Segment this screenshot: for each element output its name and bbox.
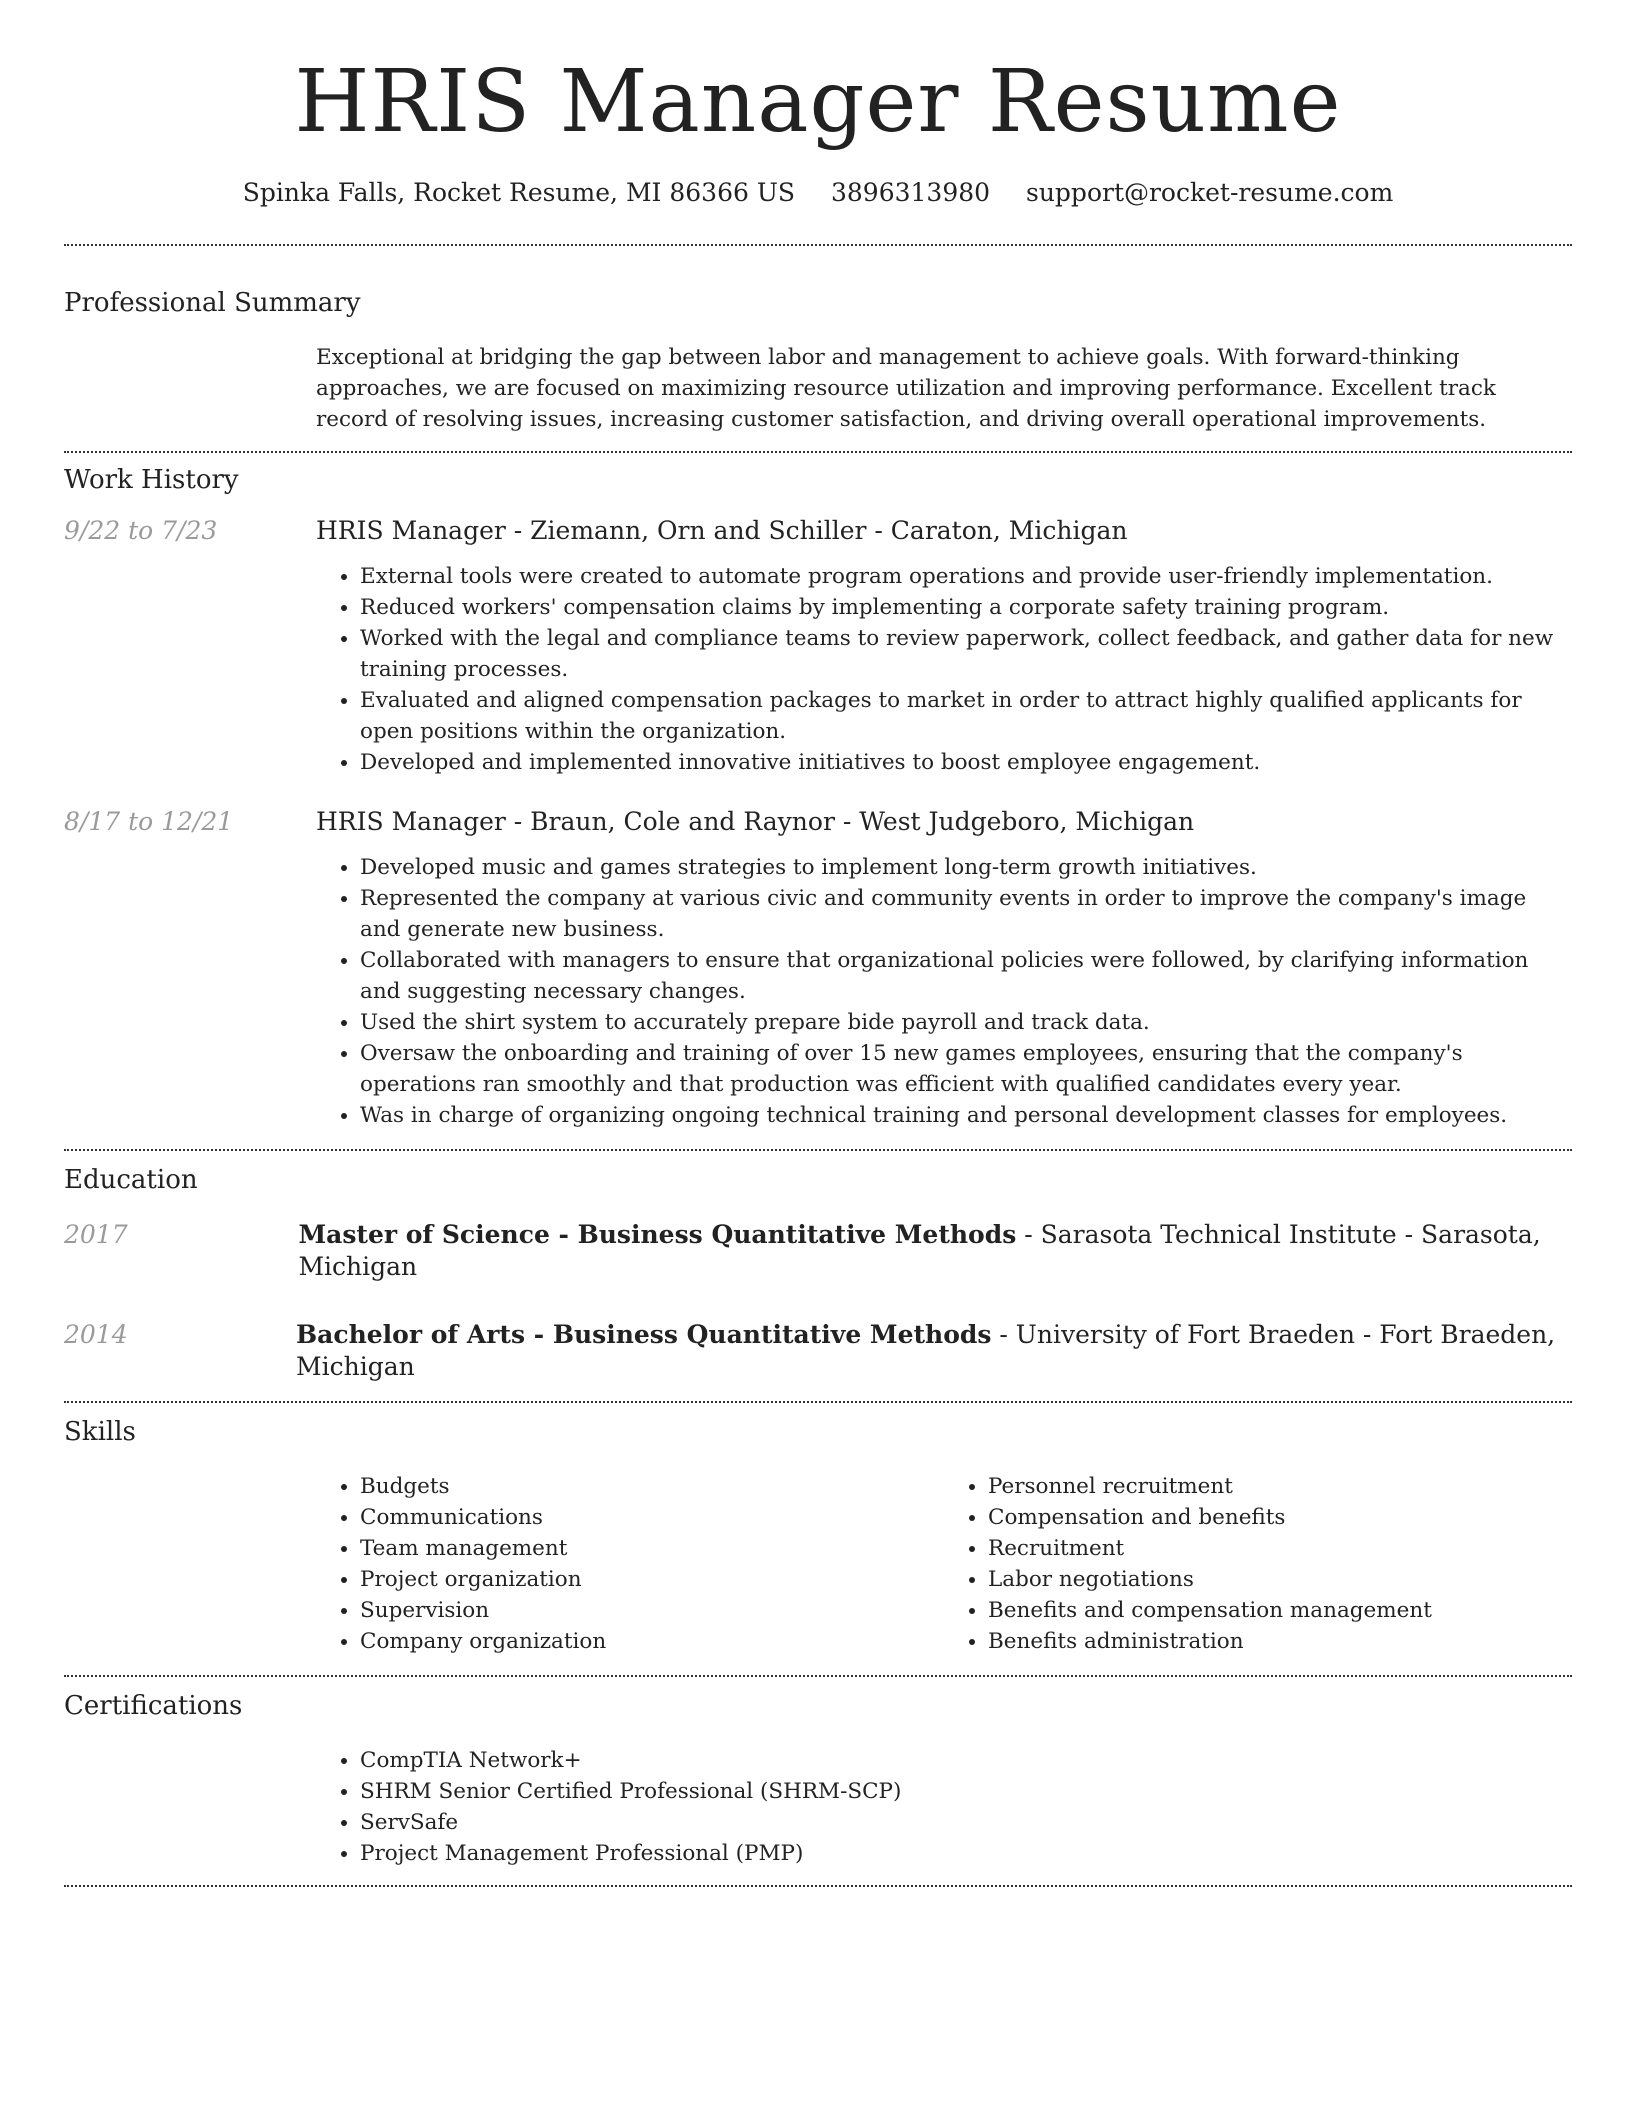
- certifications-block: [316, 1745, 1572, 1869]
- education-degree: Bachelor of Arts - Business Quantitative Methods: [296, 1320, 992, 1349]
- section-title-education: Education: [64, 1165, 198, 1195]
- list-item: • Reduced workers' compensation claims by implementing a corporate safety training program.: [360, 592, 1572, 623]
- education-title: [298, 1219, 1572, 1283]
- section-title-skills: Skills: [64, 1417, 136, 1447]
- list-item: • External tools were created to automate program operations and provide user-friendly implementation.: [360, 561, 1572, 592]
- divider: [64, 1675, 1572, 1677]
- education-degree: Master of Science - Business Quantitative Methods: [298, 1220, 1017, 1249]
- skill-item: • Communications: [360, 1502, 944, 1533]
- education-title: [296, 1319, 1572, 1383]
- divider: [64, 1401, 1572, 1403]
- list-item: • Used the shirt system to accurately prepare bide payroll and track data.: [360, 1007, 1572, 1038]
- list-item: • Represented the company at various civic and community events in order to improve the company's image and generate new business.: [360, 883, 1572, 945]
- list-item: • Evaluated and aligned compensation packages to market in order to attract highly qualified applicants for open positions within the organization.: [360, 685, 1572, 747]
- divider: [64, 244, 1572, 246]
- skill-item: • Budgets: [360, 1471, 944, 1502]
- skill-item: • Recruitment: [988, 1533, 1572, 1564]
- skill-item: • Company organization: [360, 1626, 944, 1657]
- skill-item: • Project organization: [360, 1564, 944, 1595]
- list-item: • Oversaw the onboarding and training of over 15 new games employees, ensuring that the company's operations ran smoothly and that production was efficient with qualified candidates every year.: [360, 1038, 1572, 1100]
- skill-item: • Benefits and compensation management: [988, 1595, 1572, 1626]
- resume-page: [64, 0, 1572, 1887]
- page-title: HRIS Manager Resume: [294, 52, 1342, 152]
- education-school: - University of Fort Braeden - Fort Braeden, Michigan: [296, 1320, 1556, 1381]
- contact-phone: 3896313980: [830, 178, 991, 207]
- education-entry: [64, 1319, 1572, 1383]
- summary-text: Exceptional at bridging the gap between labor and management to achieve goals. With forward-thinking approaches, we are focused on maximizing resource utilization and improving performance. Excellent track record of resolving issues, increasing customer satisfaction, and driving overall operational improvements.: [316, 345, 1496, 432]
- education-year: 2017: [64, 1220, 128, 1249]
- job-dates: 8/17 to 12/21: [64, 807, 234, 836]
- education-entry: [64, 1219, 1572, 1283]
- skill-item: • Personnel recruitment: [988, 1471, 1572, 1502]
- list-item: • Developed music and games strategies to implement long-term growth initiatives.: [360, 852, 1572, 883]
- education-year: 2014: [64, 1320, 128, 1349]
- certification-item: • Project Management Professional (PMP): [360, 1838, 1572, 1869]
- certification-item: • ServSafe: [360, 1807, 1572, 1838]
- divider: [64, 451, 1572, 453]
- certification-item: • CompTIA Network+: [360, 1745, 1572, 1776]
- job-title: HRIS Manager - Braun, Cole and Raynor - West Judgeboro, Michigan: [316, 807, 1195, 836]
- skill-item: • Team management: [360, 1533, 944, 1564]
- contact-line: [64, 178, 1572, 208]
- skill-item: • Supervision: [360, 1595, 944, 1626]
- job-bullets: [316, 561, 1572, 778]
- list-item: • Collaborated with managers to ensure that organizational policies were followed, by clarifying information and suggesting necessary changes.: [360, 945, 1572, 1007]
- certification-item: • SHRM Senior Certified Professional (SHRM-SCP): [360, 1776, 1572, 1807]
- skills-column-right: [944, 1471, 1572, 1657]
- section-title-summary: Professional Summary: [64, 288, 361, 318]
- skills-column-left: [316, 1471, 944, 1657]
- divider: [64, 1885, 1572, 1887]
- job-bullets: [316, 852, 1572, 1131]
- summary-block: [316, 342, 1572, 435]
- job-entry: [64, 515, 1572, 778]
- list-item: • Developed and implemented innovative initiatives to boost employee engagement.: [360, 747, 1572, 778]
- job-dates: 9/22 to 7/23: [64, 516, 218, 545]
- contact-address: Spinka Falls, Rocket Resume, MI 86366 US: [242, 178, 796, 207]
- divider: [64, 1149, 1572, 1151]
- list-item: • Worked with the legal and compliance teams to review paperwork, collect feedback, and gather data for new training processes.: [360, 623, 1572, 685]
- education-school: - Sarasota Technical Institute - Sarasota, Michigan: [298, 1220, 1541, 1281]
- section-title-certifications: Certifications: [64, 1691, 243, 1721]
- job-entry: [64, 806, 1572, 1131]
- contact-email: support@rocket-resume.com: [1026, 178, 1394, 207]
- job-header: [64, 515, 1572, 547]
- list-item: • Was in charge of organizing ongoing technical training and personal development classes for employees.: [360, 1100, 1572, 1131]
- skills-grid: [316, 1471, 1572, 1657]
- job-title: HRIS Manager - Ziemann, Orn and Schiller - Caraton, Michigan: [316, 516, 1128, 545]
- skill-item: • Compensation and benefits: [988, 1502, 1572, 1533]
- skill-item: • Benefits administration: [988, 1626, 1572, 1657]
- job-header: [64, 806, 1572, 838]
- section-title-work-history: Work History: [64, 465, 239, 495]
- skill-item: • Labor negotiations: [988, 1564, 1572, 1595]
